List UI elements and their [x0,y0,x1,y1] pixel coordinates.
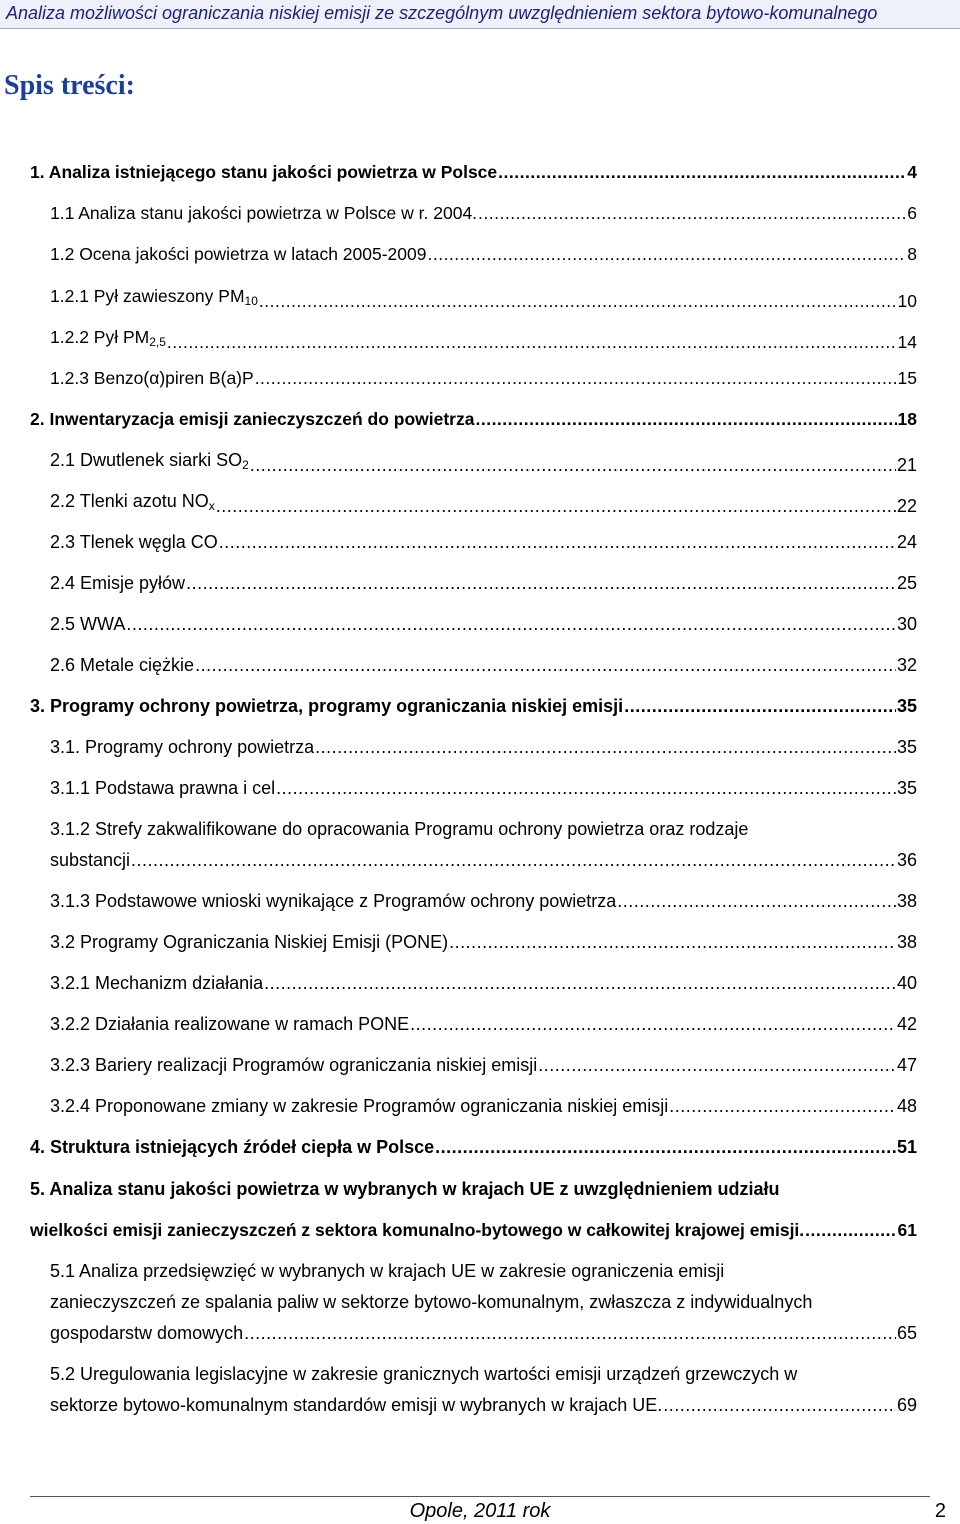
toc-entry[interactable] [50,1054,917,1076]
toc-entry-page: 35 [896,696,917,716]
toc-entry-page: 47 [896,1055,917,1075]
toc-entry-text: 3.2.3 Bariery realizacji Programów ograniczania niskiej emisji [50,1055,538,1075]
toc-entry-text: 1. Analiza istniejącego stanu jakości powietrza w Polsce [30,162,498,182]
toc-entry[interactable] [30,695,917,717]
toc-entry[interactable] [50,654,917,676]
toc-entry-text: 2.1 Dwutlenek siarki SO [50,450,243,470]
toc-entry-page: 32 [896,655,917,675]
toc-entry[interactable] [50,531,917,553]
toc-entry[interactable] [50,449,917,476]
toc-entry-text: 2.5 WWA [50,614,126,634]
toc-entry-page: 24 [896,532,917,552]
toc-entry-page: 35 [896,778,917,798]
toc-entry-page: 38 [896,932,917,952]
toc-entry-subscript: x [208,499,215,513]
toc-entry-page: 4 [907,162,917,182]
toc-entry-text: 2.4 Emisje pyłów [50,573,186,593]
toc-entry[interactable] [50,326,917,353]
toc-entry[interactable] [30,161,917,183]
toc-entry[interactable] [30,1136,917,1158]
toc-entry-text: gospodarstw domowych [50,1323,244,1343]
toc-entry-text: 1.2 Ocena jakości powietrza w latach 2005-2009 [50,244,427,264]
toc-title: Spis treści: [4,70,135,101]
toc-entry-text: 3.1.1 Podstawa prawna i cel [50,778,276,798]
toc-entry-page: 15 [897,368,917,388]
toc-entry-text-line[interactable]: 5. Analiza stanu jakości powietrza w wybranych w krajach UE z uwzględnieniem udziału [30,1179,780,1199]
toc-entry-page: 8 [907,244,917,264]
toc-entry[interactable] [50,736,917,758]
toc-entry-text: substancji [50,850,131,870]
page-header [0,0,960,29]
toc-entry-page: 18 [897,409,917,429]
toc-entry-text-line[interactable]: 5.2 Uregulowania legislacyjne w zakresie granicznych wartości emisji urządzeń grzewczych w [50,1364,798,1384]
toc-entry[interactable] [50,285,917,312]
toc-entry[interactable] [30,1219,917,1241]
toc-entry-page: 21 [896,455,917,475]
toc-entry[interactable] [50,202,917,224]
footer-divider [30,1496,930,1497]
header-title: Analiza możliwości ograniczania niskiej emisji ze szczególnym uwzględnieniem sektora bytowo-komunalnego [6,3,878,23]
toc-entry-text: 2.3 Tlenek węgla CO [50,532,218,552]
toc-entry-page: 35 [896,737,917,757]
toc-entry-text-line[interactable]: 3.1.2 Strefy zakwalifikowane do opracowania Programu ochrony powietrza oraz rodzaje [50,819,749,839]
toc-entry-text: 3. Programy ochrony powietrza, programy ograniczania niskiej emisji [30,696,624,716]
page-number: 2 [934,1500,946,1522]
toc-entry-text-line[interactable]: zanieczyszczeń ze spalania paliw w sektorze bytowo-komunalnym, zwłaszcza z indywidualnych [50,1292,813,1312]
toc-entry-text: 1.2.1 Pył zawieszony PM [50,286,245,306]
toc-entry-text: 3.2 Programy Ograniczania Niskiej Emisji (PONE) [50,932,449,952]
toc-entry-text: sektorze bytowo-komunalnym standardów emisji w wybranych w krajach UE. [50,1395,663,1415]
footer-text: Opole, 2011 rok [409,1500,551,1522]
toc-entry[interactable] [50,972,917,994]
toc-entry-page: 48 [896,1096,917,1116]
toc-entry[interactable] [50,243,917,265]
toc-entry[interactable] [50,367,917,389]
toc-entry-subscript: 10 [244,294,258,308]
toc-entry-page: 40 [896,973,917,993]
toc-entry-page: 42 [896,1014,917,1034]
toc-entry-page: 65 [896,1323,917,1343]
toc-entry[interactable] [50,490,917,517]
toc-entry-text: 1.2.2 Pył PM [50,327,150,347]
toc-entry[interactable] [50,613,917,635]
toc-entry-text: 2.2 Tlenki azotu NO [50,491,209,511]
toc-entry-text: 1.1 Analiza stanu jakości powietrza w Polsce w r. 2004. [50,203,478,223]
toc-entry-page: 69 [896,1395,917,1415]
toc-entry-page: 10 [897,291,917,311]
toc-entry-page: 51 [896,1137,917,1157]
toc-entry-text: 2.6 Metale ciężkie [50,655,195,675]
toc-entry-text: 2. Inwentaryzacja emisji zanieczyszczeń do powietrza [30,409,475,429]
toc-entry-text: wielkości emisji zanieczyszczeń z sektora komunalno-bytowego w całkowitej krajowej emisji. [30,1220,805,1240]
toc-entry-page: 14 [897,332,917,352]
toc-entry-page: 22 [896,496,917,516]
toc-entry[interactable] [50,1322,917,1344]
toc-entry-page: 25 [896,573,917,593]
toc-entry-text: 1.2.3 Benzo(α)piren B(a)P [50,368,254,388]
toc-entry-subscript: 2,5 [149,335,166,349]
toc-entry-text: 3.1. Programy ochrony powietrza [50,737,315,757]
toc-entry[interactable] [50,1095,917,1117]
toc-entry-page: 38 [896,891,917,911]
toc-entry[interactable] [30,408,917,430]
toc-entry-page: 6 [907,203,917,223]
toc-entry-text-line[interactable]: 5.1 Analiza przedsięwzięć w wybranych w krajach UE w zakresie ograniczenia emisji [50,1261,725,1281]
toc-entry[interactable] [50,1394,917,1416]
toc-entry-page: 30 [896,614,917,634]
toc-entry-subscript: 2 [242,458,249,472]
toc-entry[interactable] [50,572,917,594]
toc-entry-text: 3.2.4 Proponowane zmiany w zakresie Programów ograniczania niskiej emisji [50,1096,669,1116]
toc-entry[interactable] [50,777,917,799]
toc-entry-page: 36 [896,850,917,870]
toc-entry-text: 4. Struktura istniejących źródeł ciepła w Polsce [30,1137,435,1157]
toc-entry[interactable] [50,931,917,953]
toc-entry-text: 3.1.3 Podstawowe wnioski wynikające z Programów ochrony powietrza [50,891,617,911]
toc-entry[interactable] [50,890,917,912]
toc-entry-text: 3.2.2 Działania realizowane w ramach PONE [50,1014,410,1034]
toc-entry-page: 61 [897,1220,917,1240]
toc-entry[interactable] [50,849,917,871]
toc-entry[interactable] [50,1013,917,1035]
toc-entry-text: 3.2.1 Mechanizm działania [50,973,264,993]
